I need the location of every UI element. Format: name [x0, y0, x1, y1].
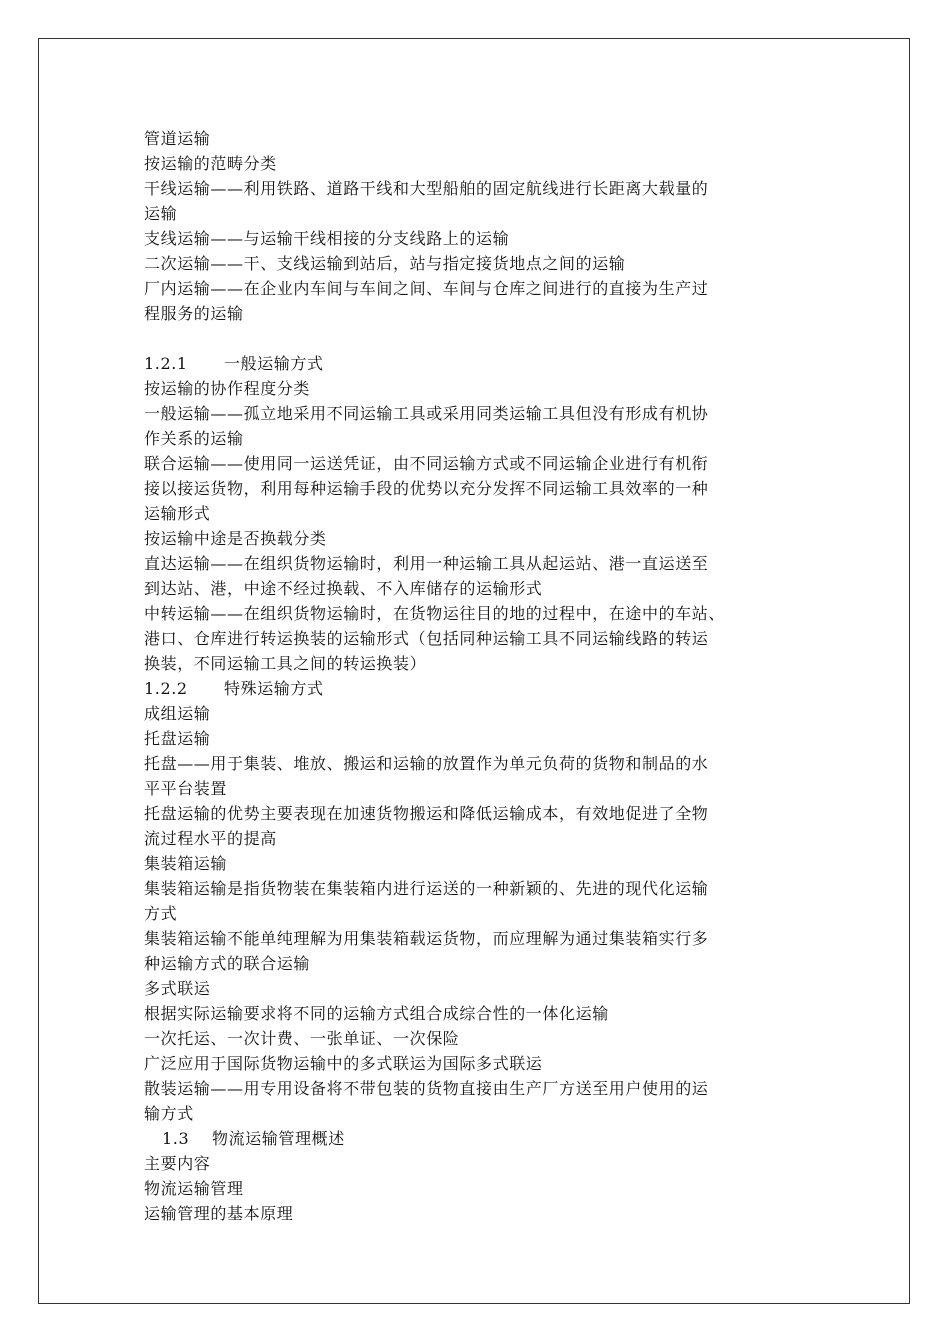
text-line: 成组运输	[144, 704, 211, 723]
text-line: 港口、仓库进行转运换装的运输形式（包括同种运输工具不同运输线路的转运	[144, 629, 709, 648]
text-line: 流过程水平的提高	[144, 829, 277, 848]
section-heading-1-2-1	[144, 351, 824, 376]
text-line: 物流运输管理	[144, 1179, 244, 1198]
text-line: 种运输方式的联合运输	[144, 954, 311, 973]
text-line: 管道运输	[144, 129, 211, 148]
text-line: 到达站、港，中途不经过换载、不入库储存的运输形式	[144, 579, 543, 598]
text-line: 一次托运、一次计费、一张单证、一次保险	[144, 1029, 460, 1048]
blank-line	[144, 326, 824, 351]
text-line: 平平台装置	[144, 779, 228, 798]
text-line: 联合运输——使用同一运送凭证，由不同运输方式或不同运输企业进行有机衔	[144, 454, 709, 473]
text-line: 按运输中途是否换载分类	[144, 529, 327, 548]
text-line: 按运输的协作程度分类	[144, 379, 311, 398]
section-title: 特殊运输方式	[224, 679, 324, 698]
text-line: 根据实际运输要求将不同的运输方式组合成综合性的一体化运输	[144, 1004, 609, 1023]
text-line: 运输管理的基本原理	[144, 1204, 294, 1223]
text-line: 输方式	[144, 1104, 194, 1123]
text-line: 多式联运	[144, 979, 211, 998]
text-line: 厂内运输——在企业内车间与车间之间、车间与仓库之间进行的直接为生产过	[144, 279, 709, 298]
text-line: 按运输的范畴分类	[144, 154, 277, 173]
text-line: 直达运输——在组织货物运输时，利用一种运输工具从起运站、港一直运送至	[144, 554, 709, 573]
text-line: 托盘——用于集装、堆放、搬运和运输的放置作为单元负荷的货物和制品的水	[144, 754, 709, 773]
text-line: 散装运输——用专用设备将不带包装的货物直接由生产厂方送至用户使用的运	[144, 1079, 709, 1098]
document-body	[144, 126, 824, 1226]
section-heading-1-3	[144, 1126, 824, 1151]
text-line: 托盘运输	[144, 729, 211, 748]
text-line: 托盘运输的优势主要表现在加速货物搬运和降低运输成本，有效地促进了全物	[144, 804, 709, 823]
text-line: 作关系的运输	[144, 429, 244, 448]
text-line: 干线运输——利用铁路、道路干线和大型船舶的固定航线进行长距离大载量的	[144, 179, 709, 198]
text-line: 广泛应用于国际货物运输中的多式联运为国际多式联运	[144, 1054, 543, 1073]
text-line: 接以接运货物，利用每种运输手段的优势以充分发挥不同运输工具效率的一种	[144, 479, 709, 498]
section-number: 1.2.2	[144, 679, 188, 698]
section-number: 1.3	[162, 1129, 190, 1148]
text-line: 一般运输——孤立地采用不同运输工具或采用同类运输工具但没有形成有机协	[144, 404, 709, 423]
text-line: 程服务的运输	[144, 304, 244, 323]
text-line: 主要内容	[144, 1154, 211, 1173]
text-line: 换装，不同运输工具之间的转运换装）	[144, 654, 427, 673]
section-title: 一般运输方式	[224, 354, 324, 373]
text-line: 集装箱运输是指货物装在集装箱内进行运送的一种新颖的、先进的现代化运输	[144, 879, 709, 898]
text-line: 集装箱运输	[144, 854, 228, 873]
section-heading-1-2-2	[144, 676, 824, 701]
section-title: 物流运输管理概述	[212, 1129, 345, 1148]
text-line: 运输	[144, 204, 178, 223]
text-line: 二次运输——干、支线运输到站后，站与指定接货地点之间的运输	[144, 254, 626, 273]
text-line: 运输形式	[144, 504, 211, 523]
text-line: 方式	[144, 904, 178, 923]
section-number: 1.2.1	[144, 354, 188, 373]
text-line: 中转运输——在组织货物运输时，在货物运往目的地的过程中，在途中的车站、	[144, 604, 726, 623]
text-line: 集装箱运输不能单纯理解为用集装箱载运货物，而应理解为通过集装箱实行多	[144, 929, 709, 948]
text-line: 支线运输——与运输干线相接的分支线路上的运输	[144, 229, 510, 248]
